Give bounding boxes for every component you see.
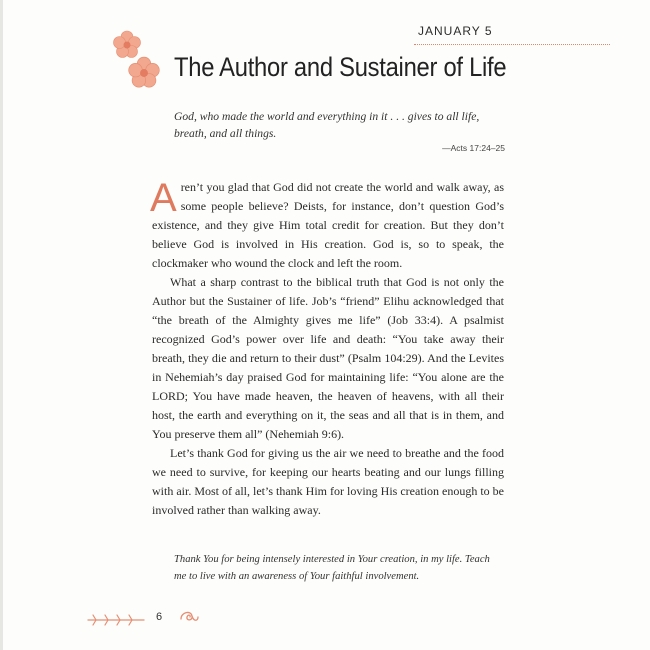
page-title: The Author and Sustainer of Life (174, 52, 507, 82)
page-edge (0, 0, 3, 650)
closing-prayer: Thank You for being intensely interested in Your creation, in my life. Teach me to live with an awareness of Your faithful involvement. (174, 554, 490, 582)
date-divider (414, 44, 610, 45)
date-heading: JANUARY 5 (418, 24, 493, 38)
drop-cap: A (150, 176, 177, 220)
page-number: 6 (156, 611, 163, 623)
flower-icon (127, 56, 161, 90)
scripture-reference: —Acts 17:24–25 (442, 143, 505, 153)
paragraph-3: Let’s thank God for giving us the air we need to breathe and the food we need to survive, for keeping our hearts beating and our lungs filling with air. Most of all, let’s thank Him for loving His creation enough to be involved rather than walking away. (152, 446, 504, 517)
branch-ornament-icon (86, 612, 146, 626)
paragraph-2: What a sharp contrast to the biblical truth that God is not only the Author but the Sustainer of life. Job’s “friend” Elihu acknowledged that “the breath of the Almighty gives me life” (Job 33:4). A psalmist recognized God’s power over life and death: “You take away their breath, they die and return to their dust” (Psalm 104:29). And the Levites in Nehemiah’s day praised God for maintaining life: “You alone are the LORD; You have made heaven, the heaven of heavens, with all their host, the earth and everything on it, the seas and all that is in them, and You preserve them all” (Nehemiah 9:6). (152, 275, 504, 441)
paragraph-1 (152, 178, 504, 273)
scripture-verse: God, who made the world and everything in it . . . gives to all life, breath, and all things. (174, 110, 480, 140)
swirl-ornament-icon (178, 607, 200, 625)
devotional-body (152, 178, 504, 520)
paragraph-1-text: ren’t you glad that God did not create the world and walk away, as some people believe? Deists, for instance, don’t question God’s existence, and they give Him total credit for creation. But they don’t believe God is involved in His creation. God is, so to speak, the clockmaker who wound the clock and left the room. (152, 180, 504, 270)
